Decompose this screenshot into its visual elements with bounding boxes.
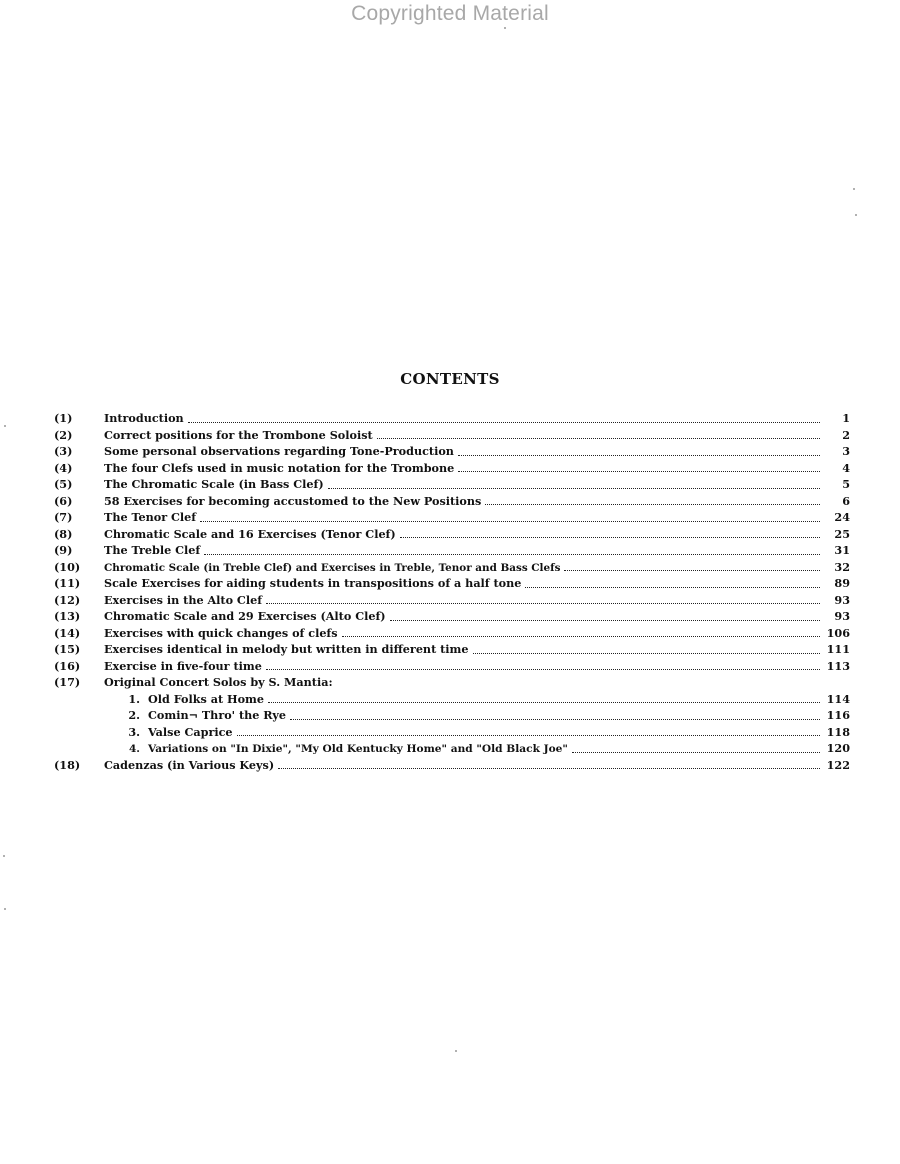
entry-page: 4 (842, 460, 850, 475)
toc-entry (52, 625, 850, 642)
toc-entry (52, 542, 850, 559)
entry-number: (2) (54, 427, 73, 442)
dot-leader (204, 544, 820, 555)
toc-subentry (52, 691, 850, 708)
entry-page: 25 (834, 526, 850, 541)
entry-number: (11) (54, 576, 81, 590)
scan-speck (4, 908, 6, 910)
entry-page: 6 (842, 493, 850, 508)
entry-title: The Treble Clef (104, 543, 201, 557)
toc-entry (52, 410, 850, 427)
entry-page: 24 (834, 510, 850, 524)
subentry-page: 118 (826, 724, 850, 739)
entry-page: 1 (842, 411, 850, 425)
toc-entry (52, 641, 850, 658)
entry-title: Cadenzas (in Various Keys) (104, 757, 275, 772)
entry-number: (14) (54, 625, 81, 640)
entry-page: 111 (826, 642, 850, 656)
entry-number: (6) (54, 493, 73, 508)
dot-leader (458, 445, 820, 456)
dot-leader (266, 659, 820, 670)
entry-title: Correct positions for the Trombone Soloist (104, 427, 373, 442)
toc-entry (52, 757, 850, 774)
entry-number: (16) (54, 658, 81, 673)
toc-entry (52, 509, 850, 526)
entry-title: Exercises with quick changes of clefs (104, 625, 338, 640)
entry-number: (9) (54, 543, 73, 557)
dot-leader (266, 593, 820, 604)
entry-title: Chromatic Scale and 16 Exercises (Tenor Clef) (104, 526, 396, 541)
entry-page: 106 (826, 625, 850, 640)
entry-page: 93 (834, 609, 850, 623)
toc-entry (52, 559, 850, 576)
toc-entry (52, 575, 850, 592)
entry-number: (15) (54, 642, 81, 656)
scan-speck (455, 1050, 457, 1052)
entry-number: (5) (54, 477, 73, 491)
entry-number: (13) (54, 609, 81, 623)
entry-title: Exercises in the Alto Clef (104, 592, 263, 607)
dot-leader (328, 478, 820, 489)
toc-entry (52, 592, 850, 609)
dot-leader (473, 643, 820, 654)
subentry-title: Variations on "In Dixie", "My Old Kentucky Home" and "Old Black Joe" (148, 743, 568, 755)
scan-speck (855, 214, 857, 216)
entry-title: Some personal observations regarding Tone-Production (104, 444, 454, 458)
toc-entry (52, 608, 850, 625)
dot-leader (572, 742, 820, 753)
subentry-page: 120 (826, 741, 850, 755)
entry-title: The Chromatic Scale (in Bass Clef) (104, 477, 324, 491)
subentry-number: 2. (128, 708, 140, 722)
entry-title: 58 Exercises for becoming accustomed to the New Positions (104, 493, 482, 508)
entry-title: Exercises identical in melody but written in different time (104, 642, 469, 656)
scan-speck (4, 425, 6, 427)
toc-entry (52, 460, 850, 477)
subentry-title: Old Folks at Home (148, 691, 264, 706)
entry-title: Chromatic Scale (in Treble Clef) and Exercises in Treble, Tenor and Bass Clefs (104, 561, 561, 574)
dot-leader (564, 560, 820, 571)
toc-entry (52, 427, 850, 444)
contents-title: CONTENTS (400, 370, 500, 388)
dot-leader (237, 725, 820, 736)
dot-leader (525, 577, 820, 588)
dot-leader (200, 511, 820, 522)
dot-leader (278, 758, 820, 769)
entry-number: (12) (54, 592, 81, 607)
scan-speck (3, 855, 5, 857)
watermark: Copyrighted Material (351, 2, 549, 25)
dot-leader (188, 412, 820, 423)
entry-number: (18) (54, 757, 81, 772)
toc-entry (52, 476, 850, 493)
entry-page: 89 (834, 576, 850, 590)
table-of-contents (52, 410, 850, 773)
toc-subentry (52, 724, 850, 741)
scan-speck (504, 27, 506, 29)
dot-leader (377, 428, 820, 439)
entry-page: 2 (842, 427, 850, 442)
dot-leader (400, 527, 820, 538)
scan-speck (853, 188, 855, 190)
subentry-number: 4. (128, 743, 140, 755)
dot-leader (458, 461, 820, 472)
subentry-number: 1. (128, 691, 140, 706)
dot-leader (485, 494, 820, 505)
entry-page: 32 (834, 559, 850, 574)
entry-number: (3) (54, 444, 73, 458)
toc-entry (52, 526, 850, 543)
entry-title: Original Concert Solos by S. Mantia: (104, 675, 333, 689)
toc-entry (52, 658, 850, 675)
subentry-title: Valse Caprice (148, 724, 233, 739)
subentry-title: Comin¬ Thro' the Rye (148, 708, 287, 722)
entry-page: 5 (842, 477, 850, 491)
dot-leader (342, 626, 820, 637)
dot-leader (290, 709, 820, 720)
entry-page: 93 (834, 592, 850, 607)
toc-subentry (52, 740, 850, 757)
entry-page: 113 (826, 658, 850, 673)
toc-entry (52, 443, 850, 460)
entry-page: 3 (842, 444, 850, 458)
entry-page: 31 (834, 543, 850, 557)
subentry-page: 116 (826, 708, 850, 722)
toc-entry (52, 674, 850, 691)
entry-number: (8) (54, 526, 73, 541)
entry-title: The Tenor Clef (104, 510, 197, 524)
toc-entry (52, 493, 850, 510)
entry-title: Exercise in five-four time (104, 658, 262, 673)
entry-title: Introduction (104, 411, 184, 425)
entry-number: (17) (54, 675, 81, 689)
entry-number: (10) (54, 559, 81, 574)
entry-page: 122 (826, 757, 850, 772)
dot-leader (268, 692, 820, 703)
subentry-page: 114 (826, 691, 850, 706)
toc-subentry (52, 707, 850, 724)
entry-number: (7) (54, 510, 73, 524)
entry-title: Scale Exercises for aiding students in transpositions of a half tone (104, 576, 522, 590)
entry-number: (1) (54, 411, 73, 425)
entry-title: The four Clefs used in music notation for the Trombone (104, 460, 455, 475)
subentry-number: 3. (128, 724, 140, 739)
dot-leader (390, 610, 820, 621)
entry-title: Chromatic Scale and 29 Exercises (Alto Clef) (104, 609, 386, 623)
entry-number: (4) (54, 460, 73, 475)
